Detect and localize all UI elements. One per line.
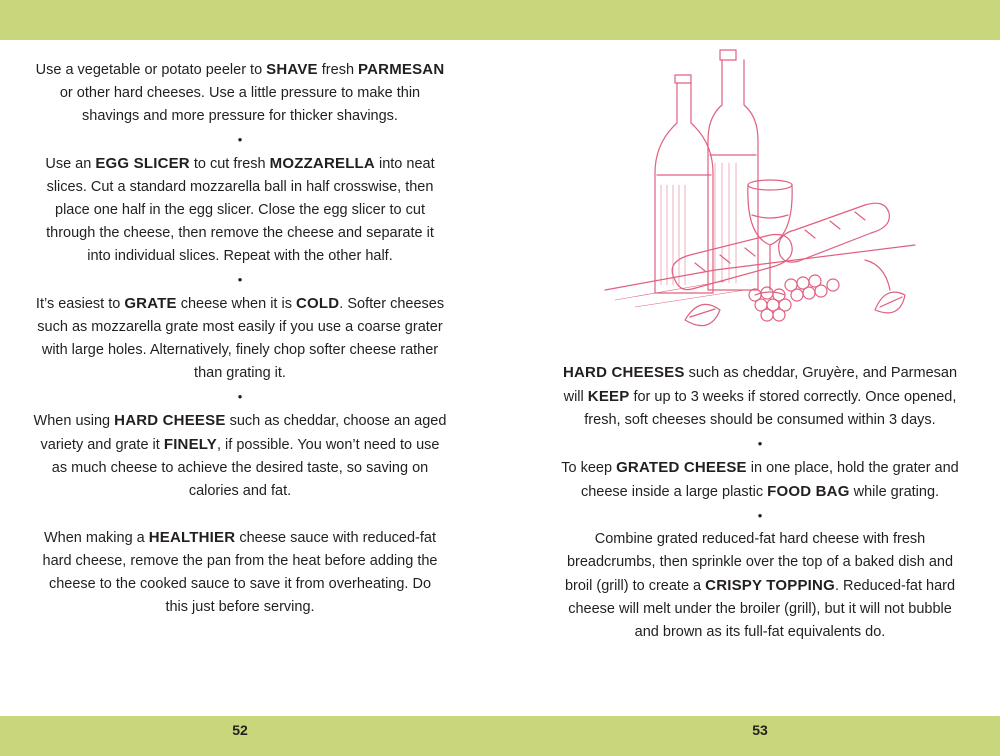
body-text: slices. Cut a standard mozzarella ball in half crosswise, then — [46, 179, 434, 195]
text-line — [0, 82, 480, 105]
body-text: into neat — [374, 156, 435, 172]
bottom-band — [0, 716, 1000, 756]
body-text: and brown as its full-fat equivalents do. — [634, 624, 886, 640]
leaf-icon — [685, 304, 720, 325]
body-text: breadcrumbs, then sprinkle over the top of a baked dish and — [566, 554, 954, 570]
body-text: than grating it. — [194, 365, 286, 381]
body-text: as much cheese to achieve the desired taste, so saving on — [51, 460, 429, 476]
emphasis-text: GRATE — [124, 295, 177, 312]
text-line — [520, 409, 1000, 432]
text-line — [520, 574, 1000, 598]
body-text: . Softer cheeses — [339, 296, 445, 312]
emphasis-text: HARD CHEESE — [114, 412, 226, 429]
body-text: or other hard cheeses. Use a little pressure to make thin — [59, 85, 421, 101]
body-text: When making a — [43, 530, 149, 546]
wine-bottle-right-icon — [708, 50, 758, 290]
text-line — [520, 621, 1000, 644]
text-line — [520, 480, 1000, 504]
body-text: with large holes. Alternatively, finely chop softer cheese rather — [41, 342, 439, 358]
text-line — [520, 385, 1000, 409]
body-text: variety and grate it — [40, 437, 164, 453]
bullet-separator: • — [237, 272, 243, 287]
body-text: while grating. — [849, 484, 940, 500]
body-text: place one half in the egg slicer. Close the egg slicer to cut — [55, 202, 425, 218]
text-line — [0, 480, 480, 503]
body-text: such as cheddar, choose an aged — [225, 413, 447, 429]
body-text: hard cheese, remove the pan from the heat before adding the — [42, 553, 438, 569]
text-line — [0, 152, 480, 176]
text-line — [0, 573, 480, 596]
page-number-52: 52 — [232, 722, 248, 738]
emphasis-text: GRATED CHEESE — [616, 459, 747, 476]
bullet-separator: • — [237, 132, 243, 147]
text-line — [0, 105, 480, 128]
emphasis-text: FOOD BAG — [767, 483, 850, 500]
emphasis-text: PARMESAN — [358, 61, 445, 78]
text-line — [520, 504, 1000, 528]
body-text: in one place, hold the grater and — [746, 460, 959, 476]
text-line — [0, 503, 480, 526]
body-text: cheese sauce with reduced-fat — [235, 530, 436, 546]
body-text: fresh — [317, 62, 359, 78]
text-line — [0, 128, 480, 152]
text-line — [520, 551, 1000, 574]
text-line — [0, 433, 480, 457]
emphasis-text: FINELY — [163, 436, 217, 453]
body-text: will — [563, 389, 588, 405]
body-text: this just before serving. — [165, 599, 315, 615]
text-line — [0, 176, 480, 199]
bread-icon — [672, 203, 889, 289]
text-line — [520, 456, 1000, 480]
text-line — [0, 245, 480, 268]
text-line — [0, 199, 480, 222]
emphasis-text: KEEP — [587, 388, 630, 405]
body-text: through the cheese, then remove the cheese and separate it — [46, 225, 434, 241]
leaf-icon — [875, 292, 905, 313]
body-text: Use an — [45, 156, 96, 172]
page-53-text — [520, 361, 1000, 644]
text-line — [0, 222, 480, 245]
text-line — [0, 268, 480, 292]
text-line — [0, 316, 480, 339]
text-line — [0, 550, 480, 573]
text-line — [520, 528, 1000, 551]
body-text: such as cheddar, Gruyère, and Parmesan — [684, 365, 958, 381]
page-number-53: 53 — [752, 722, 768, 738]
emphasis-text: HEALTHIER — [148, 529, 236, 546]
page-52-text — [0, 58, 480, 619]
text-line — [0, 58, 480, 82]
wine-glass-icon — [748, 180, 792, 295]
emphasis-text: HARD CHEESES — [562, 364, 685, 381]
emphasis-text: CRISPY TOPPING — [705, 577, 835, 594]
body-text: cheese to the cooked sauce to save it from overheating. Do — [48, 576, 432, 592]
body-text: fresh, soft cheeses should be consumed within 3 days. — [584, 412, 936, 428]
text-line — [0, 457, 480, 480]
body-text: to cut fresh — [189, 156, 270, 172]
text-line — [0, 526, 480, 550]
text-line — [0, 339, 480, 362]
body-text: It’s easiest to — [35, 296, 125, 312]
grapes-icon — [749, 275, 839, 321]
body-text: . Reduced-fat hard — [834, 578, 956, 594]
text-line — [0, 596, 480, 619]
body-text: shavings and more pressure for thicker shavings. — [82, 108, 398, 124]
body-text: To keep — [561, 460, 617, 476]
body-text: , if possible. You won’t need to use — [217, 437, 440, 453]
emphasis-text: SHAVE — [266, 61, 318, 78]
text-line — [520, 361, 1000, 385]
wine-bottle-left-icon — [655, 75, 713, 293]
text-line — [0, 292, 480, 316]
text-line — [520, 432, 1000, 456]
body-text: calories and fat. — [188, 483, 292, 499]
text-line — [0, 385, 480, 409]
text-line — [0, 362, 480, 385]
body-text: When using — [33, 413, 115, 429]
body-text: into individual slices. Repeat with the other half. — [87, 248, 393, 264]
body-text: for up to 3 weeks if stored correctly. Once opened, — [629, 389, 957, 405]
body-text: Combine grated reduced-fat hard cheese with fresh — [594, 531, 926, 547]
body-text: Use a vegetable or potato peeler to — [35, 62, 267, 78]
emphasis-text: COLD — [296, 295, 340, 312]
emphasis-text: EGG SLICER — [95, 155, 190, 172]
bullet-separator: • — [237, 389, 243, 404]
text-line — [0, 409, 480, 433]
text-line — [520, 598, 1000, 621]
table-edge — [605, 245, 915, 290]
body-text: cheese when it is — [176, 296, 296, 312]
top-band — [0, 0, 1000, 40]
body-text: cheese will melt under the broiler (grill), but it will not bubble — [568, 601, 952, 617]
body-text: cheese inside a large plastic — [580, 484, 768, 500]
bullet-separator: • — [757, 508, 763, 523]
bullet-separator: • — [757, 436, 763, 451]
body-text: such as mozzarella grate most easily if you use a coarse grater — [37, 319, 443, 335]
emphasis-text: MOZZARELLA — [269, 155, 375, 172]
wine-bread-grapes-illustration — [595, 45, 925, 350]
body-text: broil (grill) to create a — [564, 578, 706, 594]
